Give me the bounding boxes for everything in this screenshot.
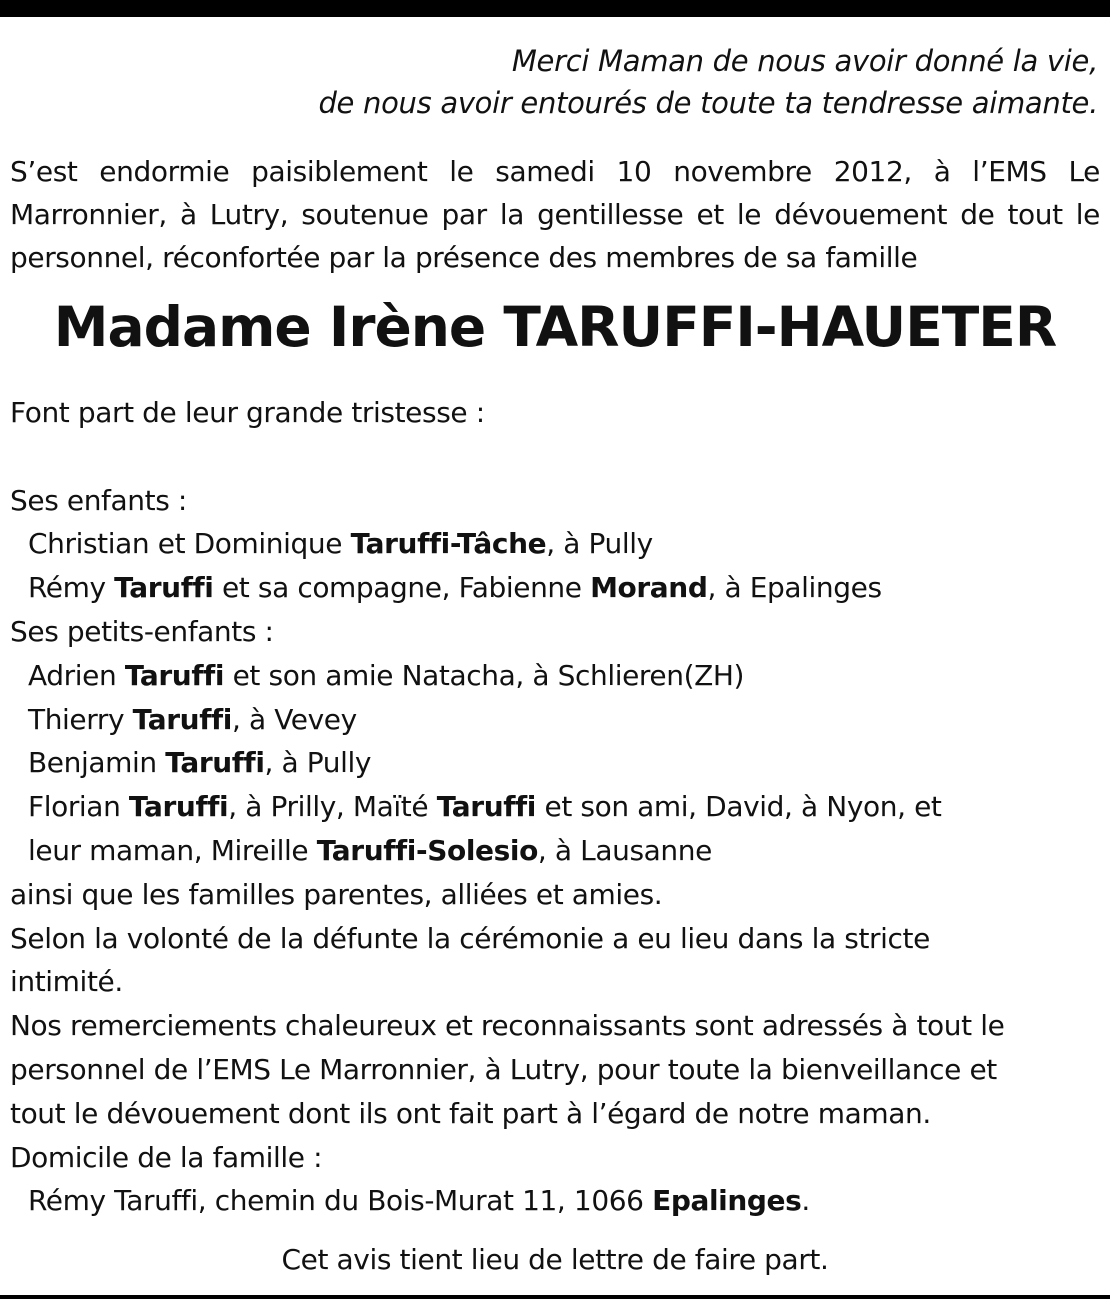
grandchildren-heading: Ses petits-enfants : — [10, 614, 274, 648]
families-line: ainsi que les familles parentes, alliées et amies. — [10, 877, 663, 911]
children-heading: Ses enfants : — [10, 483, 187, 517]
bottom-border-rule — [0, 1295, 1110, 1299]
domicile-heading: Domicile de la famille : — [10, 1140, 323, 1174]
epigraph — [98, 40, 1098, 124]
ceremony-line: Selon la volonté de la défunte la cérémonie a eu lieu dans la stricte — [10, 921, 930, 955]
epigraph-line: Merci Maman de nous avoir donné la vie, — [511, 44, 1098, 78]
domicile-address: Rémy Taruffi, chemin du Bois-Murat 11, 1066 Epalinges. — [28, 1184, 810, 1218]
blank-line — [10, 435, 1105, 479]
epigraph-line: de nous avoir entourés de toute ta tendresse aimante. — [318, 86, 1098, 120]
announce-line: Font part de leur grande tristesse : — [10, 396, 485, 429]
top-border-rule — [0, 0, 1110, 17]
grandchild-entry: Adrien Taruffi et son amie Natacha, à Schlieren(ZH) — [28, 658, 745, 692]
child-entry: Rémy Taruffi et sa compagne, Fabienne Morand, à Epalinges — [28, 571, 882, 605]
grandchild-entry: Benjamin Taruffi, à Pully — [28, 746, 372, 780]
grandchild-entry: Florian Taruffi, à Prilly, Maïté Taruffi et son ami, David, à Nyon, et — [28, 790, 942, 824]
ceremony-line: intimité. — [10, 965, 123, 999]
thanks-line: Nos remerciements chaleureux et reconnaissants sont adressés à tout le — [10, 1009, 1005, 1043]
intro-paragraph: S’est endormie paisiblement le samedi 10 novembre 2012, à l’EMS Le Marronnier, à Lutry, soutenue par la gentillesse et le dévouement de tout le personnel, réconfortée par la présence des membres de sa famille — [10, 155, 1100, 274]
thanks-line: personnel de l’EMS Le Marronnier, à Lutry, pour toute la bienveillance et — [10, 1052, 997, 1086]
notice-body — [10, 391, 1105, 1223]
thanks-line: tout le dévouement dont ils ont fait part à l’égard de notre maman. — [10, 1096, 931, 1130]
child-entry: Christian et Dominique Taruffi-Tâche, à Pully — [28, 527, 653, 561]
grandchild-entry: Thierry Taruffi, à Vevey — [28, 702, 357, 736]
closing-note: Cet avis tient lieu de lettre de faire part. — [281, 1243, 829, 1276]
deceased-name: Madame Irène TARUFFI-HAUETER — [53, 295, 1057, 359]
grandchild-entry: leur maman, Mireille Taruffi-Solesio, à Lausanne — [28, 833, 712, 867]
